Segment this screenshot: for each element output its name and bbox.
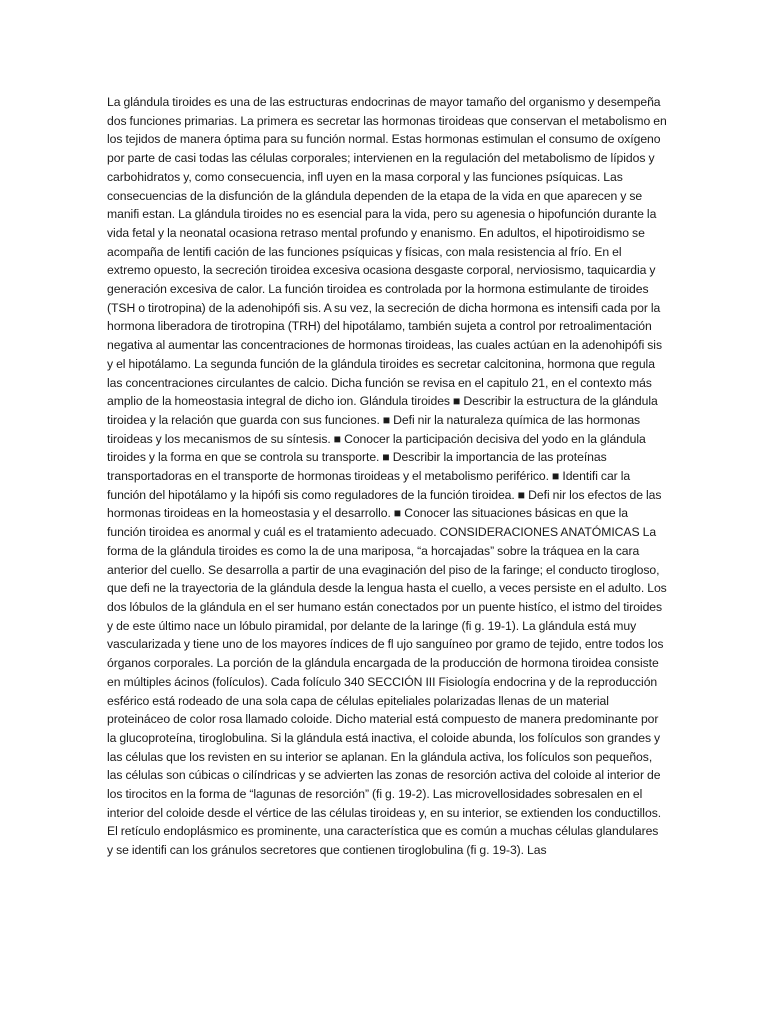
body-paragraph: La glándula tiroides es una de las estructuras endocrinas de mayor tamaño del organismo y desempeña dos funciones primarias. La primera es secretar las hormonas tiroideas que conservan el metabolismo en los tejidos de manera óptima para su función normal. Estas hormonas estimulan el consumo de oxígeno por parte de casi todas las células corporales; intervienen en la regulación del metabolismo de lípidos y carbohidratos y, como consecuencia, infl uyen en la masa corporal y las funciones psíquicas. Las consecuencias de la disfunción de la glándula dependen de la etapa de la vida en que aparecen y se manifi estan. La glándula tiroides no es esencial para la vida, pero su agenesia o hipofunción durante la vida fetal y la neonatal ocasiona retraso mental profundo y enanismo. En adultos, el hipotiroidismo se acompaña de lentifi cación de las funciones psíquicas y físicas, con mala resistencia al frío. En el extremo opuesto, la secreción tiroidea excesiva ocasiona desgaste corporal, nerviosismo, taquicardia y generación excesiva de calor. La función tiroidea es controlada por la hormona estimulante de tiroides (TSH o tirotropina) de la adenohipófi sis. A su vez, la secreción de dicha hormona es intensifi cada por la hormona liberadora de tirotropina (TRH) del hipotálamo, también sujeta a control por retroalimentación negativa al aumentar las concentraciones de hormonas tiroideas, las cuales actúan en la adenohipófi sis y el hipotálamo. La segunda función de la glándula tiroides es secretar calcitonina, hormona que regula las concentraciones circulantes de calcio. Dicha función se revisa en el capitulo 21, en el contexto más amplio de la homeostasia integral de dicho ion. Glándula tiroides ■ Describir la estructura de la glándula tiroidea y la relación que guarda con sus funciones. ■ Defi nir la naturaleza química de las hormonas tiroideas y los mecanismos de su síntesis. ■ Conocer la participación decisiva del yodo en la glándula tiroides y la forma en que se controla su transporte. ■ Describir la importancia de las proteínas transportadoras en el transporte de hormonas tiroideas y el metabolismo periférico. ■ Identifi car la función del hipotálamo y la hipófi sis como reguladores de la función tiroidea. ■ Defi nir los efectos de las hormonas tiroideas en la homeostasia y el desarrollo. ■ Conocer las situaciones básicas en que la función tiroidea es anormal y cuál es el tratamiento adecuado. CONSIDERACIONES ANATÓMICAS La forma de la glándula tiroides es como la de una mariposa, “a horcajadas” sobre la tráquea en la cara anterior del cuello. Se desarrolla a partir de una evaginación del piso de la faringe; el conducto tirogloso, que defi ne la trayectoria de la glándula desde la lengua hasta el cuello, a veces persiste en el adulto. Los dos lóbulos de la glándula en el ser humano están conectados por un puente histíco, el istmo del tiroides y de este último nace un lóbulo piramidal, por delante de la laringe (fi g. 19-1). La glándula está muy vascularizada y tiene uno de los mayores índices de fl ujo sanguíneo por gramo de tejido, entre todos los órganos corporales. La porción de la glándula encargada de la producción de hormona tiroidea consiste en múltiples ácinos (folículos). Cada folículo 340 SECCIÓN III Fisiología endocrina y de la reproducción esférico está rodeado de una sola capa de células epiteliales polarizadas llenas de un material proteináceo de color rosa llamado coloide. Dicho material está compuesto de manera predominante por la glucoproteína, tiroglobulina. Si la glándula está inactiva, el coloide abunda, los folículos son grandes y las células que los revisten en su interior se aplanan. En la glándula activa, los folículos son pequeños, las células son cúbicas o cilíndricas y se advierten las zonas de resorción activa del coloide al interior de los tirocitos en la forma de “lagunas de resorción” (fi g. 19-2). Las microvellosidades sobresalen en el interior del coloide desde el vértice de las células tiroideas y, en su interior, se extienden los conductillos. El retículo endoplásmico es prominente, una característica que es común a muchas células glandulares y se identifi can los gránulos secretores que contienen tiroglobulina (fi g. 19-3). Las xyxy=(107,95,667,858)
